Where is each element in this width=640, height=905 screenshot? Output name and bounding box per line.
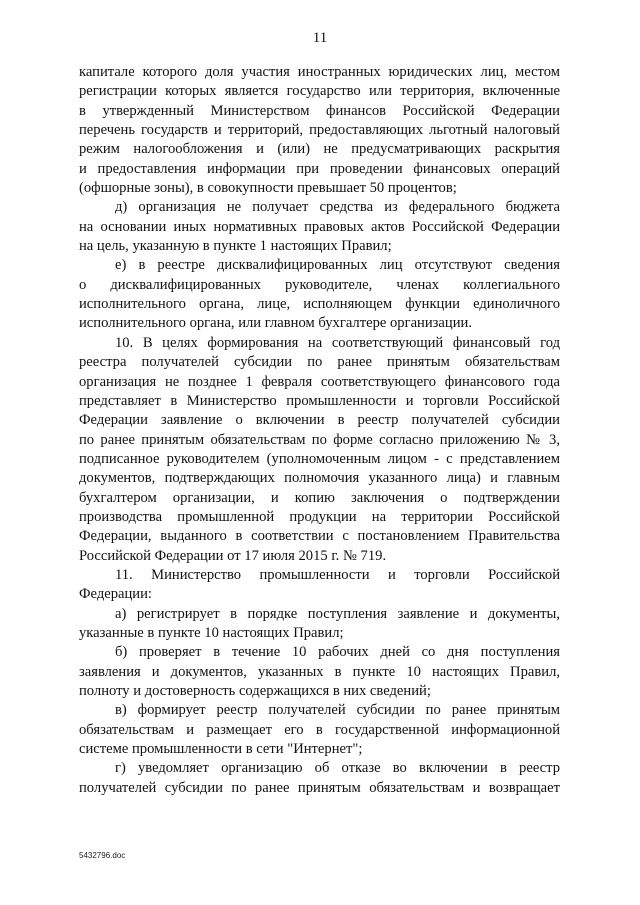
text-line: документов, подтверждающих полномочия указанного лица) и главным — [79, 470, 560, 487]
text-line: Федерации, выданного в соответствии с постановлением Правительства — [79, 528, 560, 545]
text-line: (офшорные зоны), в совокупности превышает 50 процентов; — [79, 180, 457, 197]
page-number: 11 — [312, 30, 328, 46]
text-line: системе промышленности в сети "Интернет"; — [79, 741, 363, 758]
text-line: и предоставления информации при проведении финансовых операций — [79, 160, 560, 177]
text-line: на основании иных нормативных правовых актов Российской Федерации — [79, 218, 560, 235]
text-line: режим налогообложения и (или) не предусматривающих раскрытия — [79, 141, 560, 158]
text-line: бухгалтером организации, и копию заключения о подтверждении — [79, 489, 560, 506]
text-line: Российской Федерации от 17 июля 2015 г. № 719. — [79, 547, 387, 564]
text-line: в) формирует реестр получателей субсидии по ранее принятым — [115, 702, 560, 719]
text-line: заявления и документов, указанных в пункте 10 настоящих Правил, — [79, 663, 560, 680]
text-line: в утвержденный Министерством финансов Российской Федерации — [79, 102, 560, 119]
document-filename: 5432796.doc — [79, 851, 126, 860]
text-line: исполнительного органа, лице, исполняющем функции единоличного — [79, 296, 560, 313]
text-line: представляет в Министерство промышленности и торговли Российской — [79, 392, 560, 409]
text-line: регистрации которых является государство или территория, включенные — [79, 83, 560, 100]
text-line: указанные в пункте 10 настоящих Правил; — [79, 624, 344, 641]
text-line: г) уведомляет организацию об отказе во включении в реестр — [115, 760, 560, 777]
text-line: исполнительного органа, или главном бухгалтере организации. — [79, 315, 472, 332]
text-line: на цель, указанную в пункте 1 настоящих Правил; — [79, 238, 392, 255]
text-line: е) в реестре дисквалифицированных лиц отсутствуют сведения — [115, 257, 560, 274]
document-body — [79, 63, 560, 798]
text-line: Федерации: — [79, 586, 152, 603]
text-line: 10. В целях формирования на соответствующий финансовый год — [115, 334, 560, 351]
text-line: б) проверяет в течение 10 рабочих дней со дня поступления — [115, 644, 560, 661]
text-line: 11. Министерство промышленности и торговли Российской — [115, 566, 560, 583]
text-line: а) регистрирует в порядке поступления заявление и документы, — [115, 605, 560, 622]
text-line: организация не позднее 1 февраля соответствующего финансового года — [79, 373, 560, 390]
text-line: д) организация не получает средства из федерального бюджета — [115, 199, 560, 216]
text-line: производства промышленной продукции на территории Российской — [79, 508, 560, 525]
text-line: реестра получателей субсидии по ранее принятым обязательствам — [79, 354, 560, 371]
text-line: обязательствам и размещает его в государственной информационной — [79, 721, 560, 738]
text-line: о дисквалифицированных руководителе, членах коллегиального — [79, 276, 560, 293]
text-line: Федерации заявление о включении в реестр получателей субсидии — [79, 412, 560, 429]
text-line: полноту и достоверность содержащихся в них сведений; — [79, 683, 431, 699]
text-line: подписанное руководителем (уполномоченным лицом - с представлением — [79, 450, 560, 467]
text-line: по ранее принятым обязательствам по форме согласно приложению № 3, — [79, 431, 560, 448]
text-line: перечень государств и территорий, предоставляющих льготный налоговый — [79, 122, 560, 139]
text-line: получателей субсидии по ранее принятым обязательствам и возвращает — [79, 779, 560, 796]
text-line: капитале которого доля участия иностранных юридических лиц, местом — [79, 64, 560, 80]
